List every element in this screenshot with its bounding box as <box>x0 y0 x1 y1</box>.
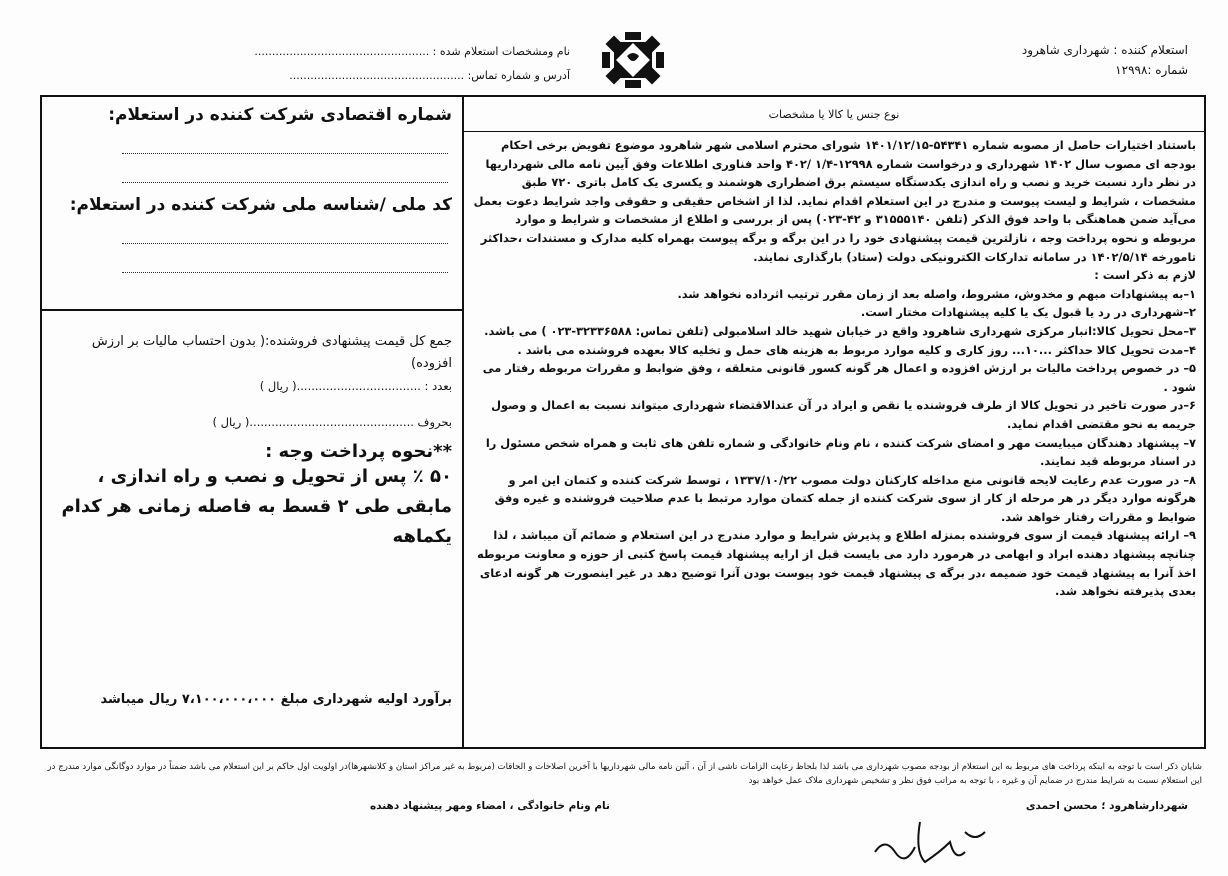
national-id-field-2[interactable] <box>122 252 448 273</box>
header-recipient <box>240 40 570 88</box>
economic-code-field-2[interactable] <box>122 162 448 183</box>
mayor-signature-label: شهردارشاهرود ؛ محسن احمدی <box>1025 800 1188 812</box>
price-payment-box <box>42 311 462 747</box>
terms-column <box>464 97 1204 747</box>
bidder-ids-box <box>42 97 462 311</box>
total-price-title: جمع کل قیمت پیشنهادی فروشنده:( بدون احتساب مالیات بر ارزش افزوده) <box>91 334 452 371</box>
economic-code-title: شماره اقتصادی شرکت کننده در استعلام: <box>108 105 452 125</box>
price-in-numbers[interactable]: بعدد : ..................................( ریال ) <box>259 379 452 393</box>
footer-note: شایان ذکر است با توجه به اینکه پرداخت های مربوط به این استعلام از بودجه مصوب شهرداری می باشد لذا بلحاظ رعایت الزامات ناشی از آن ، آئین نامه مالی شهرداریها با آخرین اصلاحات و الحاقات (مربوط به غیر مراکز استان و کلانشهرها)در اولویت اول حاکم بر این استعلام می باشد ضمناً در موارد دوگانگی موارد مندرج در این استعلام نسبت به شرایط مندرج در ضمایم آن و غیره ، با توجه به مراتب فوق نظر و تشخیص شهرداری ملاک عمل خواهد بود <box>47 762 1202 786</box>
recipient-address-line: آدرس و شماره تماس: .................................................. <box>289 69 570 82</box>
inquirer-line: استعلام کننده : شهرداری شاهرود <box>1021 43 1188 57</box>
municipality-logo <box>598 30 668 90</box>
national-id-field[interactable] <box>122 223 448 244</box>
number-line: شماره :۱۲۹۹۸ <box>1115 63 1188 77</box>
term-item: ۶–در صورت تاخیر در تحویل کالا از طرف فروشنده یا نقص و ایراد در آن عندالاقتضاء شهرداری میتواند نسبت به اعمال و وصول جریمه به نحو مقتضی اقدام نماید. <box>491 398 1196 431</box>
national-id-title: کد ملی /شناسه ملی شرکت کننده در استعلام: <box>69 195 452 215</box>
handwritten-signature <box>870 812 990 872</box>
payment-terms: ۵۰ ٪ پس از تحویل و نصب و راه اندازی ، مابقی طی ۲ قسط به فاصله زمانی هر کدام یکماهه <box>61 466 452 547</box>
intro-paragraph: باستناد اختیارات حاصل از مصوبه شماره ۵۴۳۴۱-۱۴۰۱/۱۲/۱۵ شورای محترم اسلامی شهر شاهرود موضوع تفویض برخی احکام بودجه ای مصوب سال ۱۴۰۲ شهرداری و درخواست شماره ۱۲۹۹۸-۱/۴ /۴۰۲ واحد فناوری اطلاعات وفق آیین نامه مالی شهرداریها در نظر دارد نسبت خرید و نصب و راه اندازی یکدستگاه سیستم برق اضطراری هوشمند و یکسری یک کامل باتری ۷۲۰ طبق مشخصات ، شرایط و لیست پیوست و مندرج در این استعلام اقدام نماید. لذا از اشخاص حقیقی و حقوقی واجد شرایط دعوت بعمل می‌آید ضمن هماهنگی با واحد فوق الذکر (تلفن ۳۱۵۵۵۱۴۰ و ۴۲-۰۲۳) پس از بررسی و اطلاع از مشخصات و شرایط و موارد مربوطه و نحوه پرداخت وجه ، نازلترین قیمت پیشنهادی خود را در این برگه و برگه پیوست بهمراه کلیه مدارک و مستندات ،حداکثر تامورخه ۱۴۰۲/۵/۱۴ در سامانه تدارکات الکترونیکی دولت (ستاد) بارگذاری نمایند. <box>473 138 1196 264</box>
term-item: ۸– در صورت عدم رعایت لایحه قانونی منع مداخله کارکنان دولت مصوب ۱۳۳۷/۱۰/۲۲ ، توسط شرکت کننده و کتمان این امر و هرگونه موارد دیگر در هر مرحله از کار از سوی شرکت کننده از جمله کتمان موارد مرتبط با عدم صلاحیت فروشنده و غیره وفق ضوابط و مقررات رفتار خواهد شد. <box>494 472 1196 524</box>
initial-estimate: برآورد اولیه شهرداری مبلغ ۷،۱۰۰،۰۰۰،۰۰۰ ریال میباشد <box>100 692 452 707</box>
term-item: ۳–محل تحویل کالا:انبار مرکزی شهرداری شاهرود واقع در خیابان شهید خالد اسلامبولی (تلفن تماس: ۳۲۳۳۶۵۸۸-۰۲۳ ) می باشد. <box>484 323 1196 338</box>
header-inquirer <box>1022 40 1188 80</box>
goods-type-label: نوع جنس یا کالا یا مشخصات <box>464 97 1204 132</box>
term-item: ۱–به پیشنهادات مبهم و مخدوش، مشروط، واصله بعد از زمان مقرر ترتیب اثرداده نخواهد شد. <box>677 286 1196 301</box>
term-item: ۵– در خصوص پرداخت مالیات بر ارزش افزوده و اعمال هر گونه کسور قانونی متعلقه ، وفق ضوابط و مقررات مربوطه رفتار می شود . <box>482 361 1196 394</box>
term-item: ۲–شهرداری در رد یا قبول یک یا کلیه پیشنهادات مختار است. <box>860 305 1196 320</box>
terms-body <box>464 132 1204 601</box>
must-note: لازم به ذکر است : <box>1094 268 1196 283</box>
bidder-signature-label: نام ونام خانوادگی ، امضاء ومهر پیشنهاد دهنده <box>370 800 610 812</box>
form-frame <box>40 95 1206 749</box>
term-item: ۹– ارائه پیشنهاد قیمت از سوی فروشنده بمنزله اطلاع و پذیرش شرایط و موارد مندرج در این استعلام و ضمائم آن میباشد ، لذا چنانچه پیشنهاد دهنده ابراد و ابهامی در هرمورد دارد می بایست قبل از ارایه پیشنهاد قیمت پاسخ کتبی از حوزه و معاونت مربوطه اخذ آنرا به پیشنهاد قیمت خود ضمیمه ،در برگه ی پیشنهاد قیمت خود پیوست بودن آنرا توضیح دهد در غیر اینصورت هر گونه ادعای بعدی پذیرفته نخواهد شد. <box>477 528 1196 599</box>
bidder-info-column <box>42 97 464 747</box>
recipient-name-line: نام ومشخصات استعلام شده : .................................................. <box>254 45 570 58</box>
payment-title: **نحوه پرداخت وجه : <box>265 441 452 462</box>
term-item: ۷– پیشنهاد دهندگان میبایست مهر و امضای شرکت کننده ، نام ونام خانوادگی و شماره تلفن های ثابت و همراه شخص مسئول را در اسناد مربوطه قید نمایند. <box>485 435 1196 469</box>
price-in-words[interactable]: بحروف .............................................( ریال ) <box>212 415 452 429</box>
economic-code-field[interactable] <box>122 133 448 154</box>
term-item: ۴–مدت تحویل کالا حداکثر ...۱۰... روز کاری و کلیه موارد مربوط به هزینه های حمل و تخلیه کالا بعهده فروشنده می باشد . <box>517 342 1196 357</box>
